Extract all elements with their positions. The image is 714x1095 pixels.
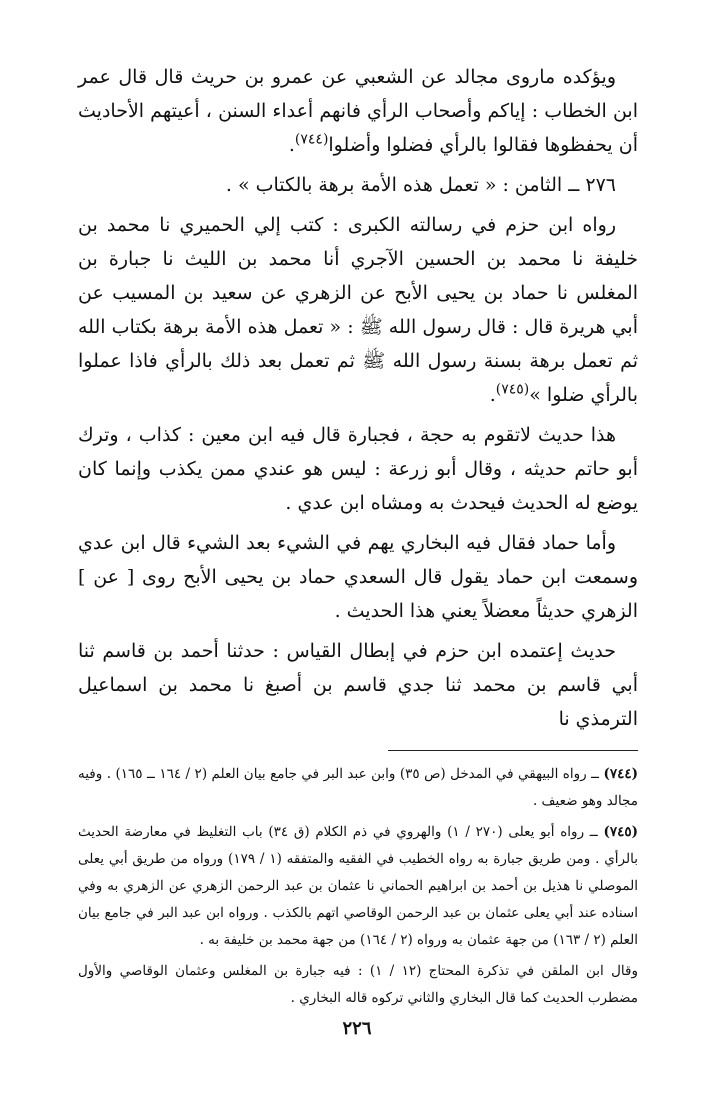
paragraph-1: ويؤكده ماروى مجالد عن الشعبي عن عمرو بن حريث قال قال عمر ابن الخطاب : إياكم وأصحاب الرأي فانهم أعداء السنن ، أعيتهم الأحاديث أن يحفظوها فقالوا بالرأي فضلوا وأضلوا$^{(٧٤٤)}$. xyxy=(78,66,638,156)
footnote-745: (٧٤٥) ــ رواه أبو يعلى (٢٧٠ / ١) والهروي في ذم الكلام (ق ٣٤) باب التغليظ في معارضة الحديث بالرأي . ومن طريق جبارة به رواه الخطيب في الفقيه والمتفقه (١ / ١٧٩) ورواه من طريق أبي يعلى الموصلي نا هذيل بن أحمد بن ابراهيم الحماني نا عثمان بن عبد الرحمن الزهري عن الزهري به وفي اسناده عند أبي يعلى عثمان بن عبد الرحمن الوقاصي اتهم بالكذب . ورواه ابن عبد البر في جامع بيان العلم (٢ / ١٦٣) من جهة عثمان به ورواه (٢ / ١٦٤) من جهة محمد بن خليفة به . xyxy=(78,824,638,948)
page-number: ٢٢٦ xyxy=(342,1018,372,1039)
footnote-ref-744: (٧٤٤) xyxy=(294,131,329,148)
page-body xyxy=(78,60,638,1016)
footnote-745-continued: وقال ابن الملقن في تذكرة المحتاج (١٢ / ١) : فيه جبارة بن المغلس وعثمان الوقاصي والأول مضطرب الحديث كما قال البخاري والثاني تركوه قاله البخاري . xyxy=(78,963,638,1006)
paragraph-6: حديث إعتمده ابن حزم في إبطال القياس : حدثنا أحمد بن قاسم ثنا أبي قاسم بن محمد ثنا جدي قاسم بن أصبغ نا محمد بن اسماعيل الترمذي نا xyxy=(78,640,638,730)
paragraph-2-heading: ٢٧٦ ــ الثامن : « تعمل هذه الأمة برهة بالكتاب » . xyxy=(225,174,616,196)
footnotes xyxy=(78,761,638,1012)
footnote-ref-745: (٧٤٥) xyxy=(495,381,530,398)
paragraph-4: هذا حديث لاتقوم به حجة ، فجبارة قال فيه ابن معين : كذاب ، وترك أبو حاتم حديثه ، وقال أبو زرعة : ليس هو عندي ممن يكذب وإنما كان يوضع له الحديث فيحدث به ومشاه ابن عدي . xyxy=(78,424,638,514)
footnote-divider xyxy=(388,750,638,751)
footnote-744: (٧٤٤) ــ رواه البيهقي في المدخل (ص ٣٥) وابن عبد البر في جامع بيان العلم (٢ / ١٦٤ ــ ١٦٥) . وفيه مجالد وهو ضعيف . xyxy=(78,766,639,809)
main-text xyxy=(78,60,638,736)
paragraph-3: رواه ابن حزم في رسالته الكبرى : كتب إلي الحميري نا محمد بن خليفة نا محمد بن الحسين الآجري أنا محمد بن الليث نا جبارة بن المغلس نا حماد بن يحيى الأبح عن الزهري عن سعيد بن المسيب عن أبي هريرة قال : قال رسول الله ﷺ : « تعمل هذه الأمة برهة بكتاب الله ثم تعمل برهة بسنة رسول الله ﷺ ثم تعمل بعد ذلك بالرأي فاذا عملوا بالرأي ضلوا »$^{(٧٤٥)}$. xyxy=(78,214,638,406)
paragraph-5: وأما حماد فقال فيه البخاري يهم في الشيء بعد الشيء قال ابن عدي وسمعت ابن حماد يقول قال السعدي حماد بن يحيى الأبح روى [ عن ] الزهري حديثاً معضلاً يعني هذا الحديث . xyxy=(78,532,638,622)
